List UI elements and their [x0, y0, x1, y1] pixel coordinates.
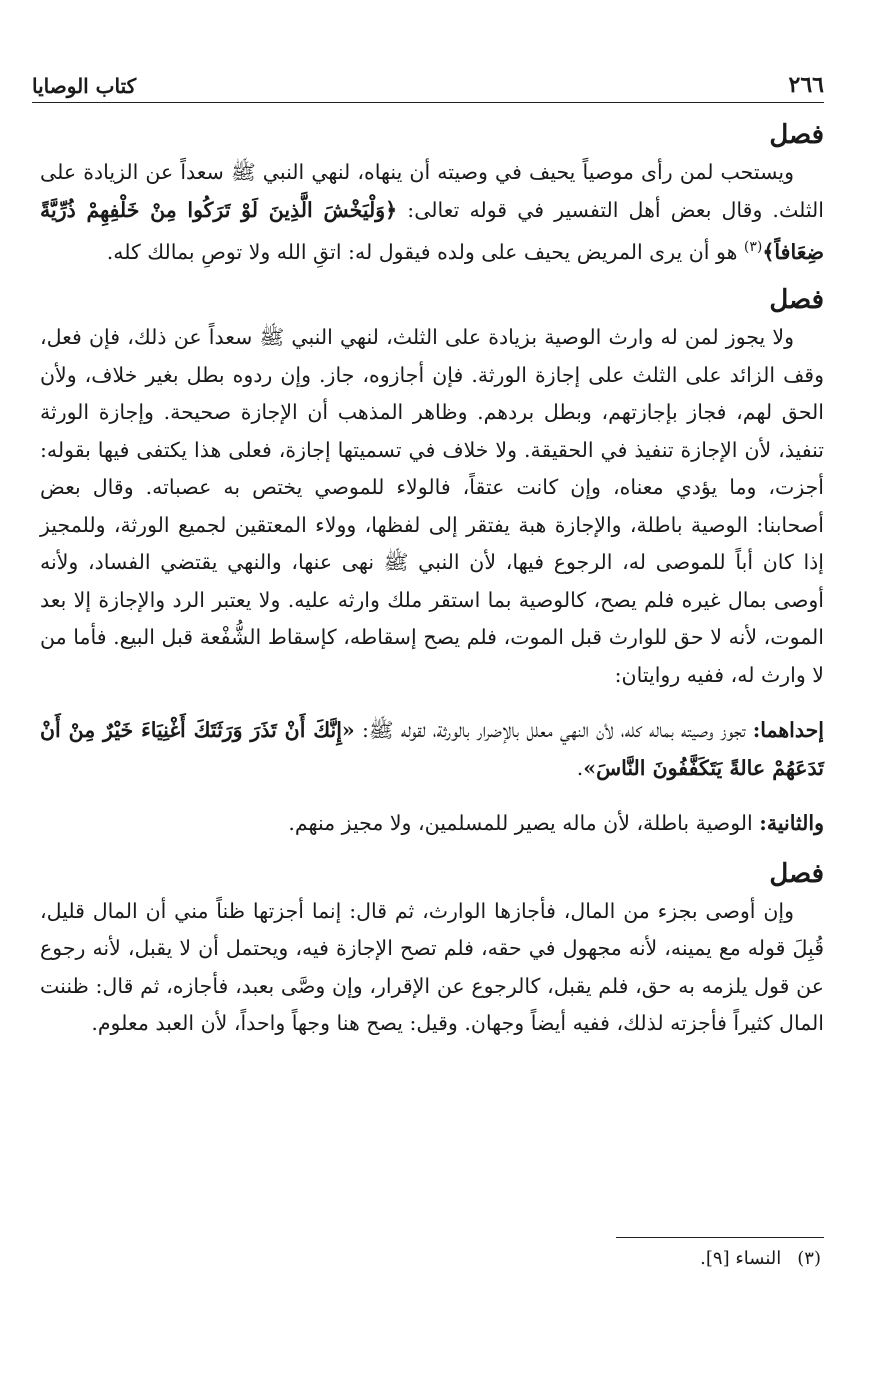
- page-body: [40, 110, 824, 1043]
- footnote-text: النساء [٩].: [700, 1248, 782, 1269]
- section-paragraph-3: وإن أوصى بجزء من المال، فأجازها الوارث، ثم قال: إنما أجزتها ظناً مني أن المال قليل، قُبِلَ قوله مع يمينه، لأنه مجهول في حقه، فلم تصح الإجازة فيه، ويحتمل أن لا يقبل، لأنه رجوع عن قول يلزمه به حق، فلم يقبل، كالرجوع عن الإقرار، وإن وصَّى بعبد، فأجازه، ثم قال: ظننت المال كثيراً فأجزته لذلك، ففيه أيضاً وجهان. وقيل: يصح هنا وجهاً واحداً، لأن العبد معلوم.: [40, 898, 824, 1036]
- page-number: ٢٦٦: [788, 72, 824, 98]
- section-paragraph-2: ولا يجوز لمن له وارث الوصية بزيادة على الثلث، لنهي النبي ﷺ سعداً عن ذلك، فإن فعل، وقف الزائد على الثلث على إجازة الورثة. فإن أجازوه، جاز. وإن ردوه بطل بغير خلاف، ولأن الحق لهم، فجاز بإجازتهم، وبطل بردهم. وظاهر المذهب أن الإجازة صحيحة. وإجازة الورثة تنفيذ، لأن الإجازة تنفيذ في الحقيقة. ولا خلاف في تسميتها إجازة، فعلى هذا يكتفى فيها بقوله: أجزت، وما يؤدي معناه، وإن كانت عتقاً، فالولاء للموصي يختص به عصباته. وقال بعض أصحابنا: الوصية باطلة، والإجازة هبة يفتقر إلى لفظها، وولاء المعتقين لجميع الورثة، وللمجيز إذا كان أباً للموصى له، الرجوع فيها، لأن النبي ﷺ نهى عنها، والنهي يقتضي الفساد، ولأنه أوصى بمال غيره فلم يصح، كالوصية بما استقر ملك وارثه عليه. ولا يعتبر الرد والإجازة إلا بعد الموت، لأنه لا حق للوارث قبل الموت، فلم يصح إسقاطه، كإسقاط الشُّفْعة قبل البيع. فأما من لا وارث له، ففيه روايتان:: [40, 325, 824, 687]
- page-header: [32, 58, 824, 103]
- opinion-text: تجوز وصيته بماله كله، لأن النهي معلل بالإضرار بالورثة، لقوله ﷺ:: [354, 718, 753, 743]
- opinion-first: [40, 712, 824, 787]
- book-title: كتاب الوصايا: [32, 74, 137, 98]
- quran-verse: ﴿وَلْيَخْشَ الَّذِينَ لَوْ تَرَكُوا مِنْ خَلْفِهِمْ ذُرِّيَّةً ضِعَافاً﴾: [40, 197, 824, 264]
- hadith-quote: «إِنَّكَ أَنْ تَذَرَ وَرَثَتَكَ أَغْنِيَاءَ خَيْرٌ مِنْ أَنْ تَدَعَهُمْ عالةً يَتَكَفَّفُونَ النَّاسَ»: [40, 718, 824, 780]
- footnote-number: (٣): [797, 1248, 821, 1269]
- opinion-label: إحداهما:: [752, 718, 824, 743]
- section-heading-2: فصل: [769, 285, 824, 316]
- opinion-second: [40, 805, 824, 843]
- footnote-divider: [616, 1237, 824, 1238]
- footnote-reference: (٣): [743, 239, 763, 255]
- opinion-text: الوصية باطلة، لأن ماله يصير للمسلمين، ولا مجيز منهم.: [288, 811, 760, 836]
- paragraph-text: هو أن يرى المريض يحيف على ولده فيقول له: اتقِ الله ولا توصِ بمالك كله.: [106, 239, 744, 264]
- opinion-label: والثانية:: [759, 811, 824, 836]
- footnote: [700, 1248, 821, 1269]
- paragraph-text: ويستحب لمن رأى موصياً يحيف في وصيته أن ينهاه، لنهي النبي ﷺ سعداً عن الزيادة على الثلث. وقال بعض أهل التفسير في قوله تعالى:: [40, 160, 824, 222]
- section-paragraph-1: [40, 154, 824, 271]
- section-heading-1: فصل: [769, 120, 824, 150]
- opinion-tail: .: [576, 755, 584, 780]
- section-heading-3: فصل: [769, 858, 824, 889]
